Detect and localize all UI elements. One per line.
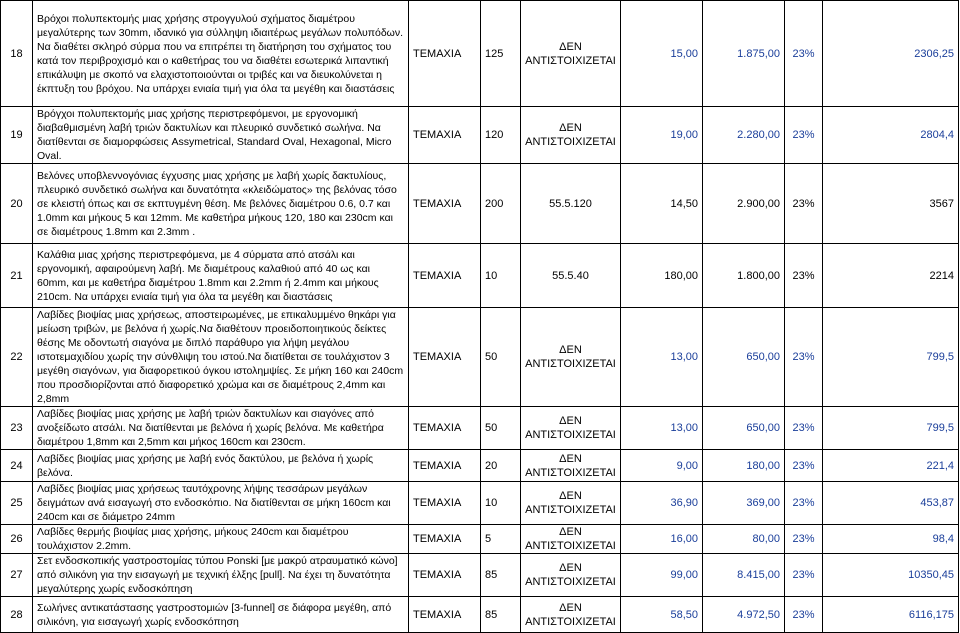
unit-price: 99,00 [621, 554, 703, 597]
vat-rate: 23% [785, 554, 823, 597]
item-number: 18 [1, 1, 33, 107]
vat-rate: 23% [785, 164, 823, 244]
item-number: 22 [1, 308, 33, 407]
table-row [1, 554, 959, 597]
table-row [1, 107, 959, 164]
item-unit: ΤΕΜΑΧΙΑ [409, 525, 481, 554]
vat-rate: 23% [785, 450, 823, 482]
item-code: ΔΕΝ ΑΝΤΙΣΤΟΙΧΙΖΕΤΑΙ [521, 450, 621, 482]
item-unit: ΤΕΜΑΧΙΑ [409, 597, 481, 633]
vat-rate: 23% [785, 407, 823, 450]
total-value: 2214 [823, 244, 959, 308]
item-number: 20 [1, 164, 33, 244]
item-quantity: 5 [481, 525, 521, 554]
total-value: 10350,45 [823, 554, 959, 597]
total-value: 799,5 [823, 407, 959, 450]
item-description: Λαβίδες βιοψίας μιας χρήσεως ταυτόχρονης λήψης τεσσάρων μεγάλων δειγμάτων ανά εισαγωγή στο ενδοσκόπιο. Να διατίθενται σε μήκη 160cm και 240cm και σε διάμετρο 24mm [33, 482, 409, 525]
item-quantity: 10 [481, 244, 521, 308]
unit-price: 13,00 [621, 308, 703, 407]
unit-price: 180,00 [621, 244, 703, 308]
item-code: ΔΕΝ ΑΝΤΙΣΤΟΙΧΙΖΕΤΑΙ [521, 308, 621, 407]
unit-price: 15,00 [621, 1, 703, 107]
item-unit: ΤΕΜΑΧΙΑ [409, 308, 481, 407]
item-number: 25 [1, 482, 33, 525]
total-value: 2804,4 [823, 107, 959, 164]
item-code: ΔΕΝ ΑΝΤΙΣΤΟΙΧΙΖΕΤΑΙ [521, 1, 621, 107]
item-code: ΔΕΝ ΑΝΤΙΣΤΟΙΧΙΖΕΤΑΙ [521, 482, 621, 525]
item-description: Λαβίδες βιοψίας μιας χρήσης με λαβή ενός δακτύλου, με βελόνα ή χωρίς βελόνα. [33, 450, 409, 482]
table-row [1, 525, 959, 554]
item-quantity: 85 [481, 597, 521, 633]
item-code: 55.5.40 [521, 244, 621, 308]
item-description: Σετ ενδοσκοπικής γαστροστομίας τύπου Ponski [με μακρύ ατραυματικό κώνο] από σιλικόνη για την εισαγωγή με τεχνική έλξης [pull]. Να έχει τη δυνατότητα μεγαλύτερης χωρίς ενδοσκόπηση [33, 554, 409, 597]
item-quantity: 50 [481, 308, 521, 407]
item-unit: ΤΕΜΑΧΙΑ [409, 244, 481, 308]
vat-rate: 23% [785, 1, 823, 107]
vat-rate: 23% [785, 308, 823, 407]
unit-price: 13,00 [621, 407, 703, 450]
item-quantity: 20 [481, 450, 521, 482]
item-code: 55.5.120 [521, 164, 621, 244]
item-unit: ΤΕΜΑΧΙΑ [409, 407, 481, 450]
item-unit: ΤΕΜΑΧΙΑ [409, 450, 481, 482]
item-number: 21 [1, 244, 33, 308]
item-number: 27 [1, 554, 33, 597]
unit-price: 9,00 [621, 450, 703, 482]
net-value: 80,00 [703, 525, 785, 554]
item-quantity: 120 [481, 107, 521, 164]
table-row [1, 407, 959, 450]
total-value: 221,4 [823, 450, 959, 482]
item-quantity: 125 [481, 1, 521, 107]
item-description: Λαβίδες βιοψίας μιας χρήσης με λαβή τριών δακτυλίων και σιαγόνες από ανοξείδωτο ατσάλι. Να διατίθενται με βελόνα ή χωρίς βελόνα. Με καθετήρα διαμέτρου 1,8mm και 2,5mm και μήκος 160cm και 230cm. [33, 407, 409, 450]
total-value: 2306,25 [823, 1, 959, 107]
item-code: ΔΕΝ ΑΝΤΙΣΤΟΙΧΙΖΕΤΑΙ [521, 597, 621, 633]
unit-price: 36,90 [621, 482, 703, 525]
table-row [1, 308, 959, 407]
table-row [1, 1, 959, 107]
item-number: 23 [1, 407, 33, 450]
total-value: 799,5 [823, 308, 959, 407]
item-description: Καλάθια μιας χρήσης περιστρεφόμενα, με 4 σύρματα από ατσάλι και εργονομική, αφαιρούμενη λαβή. Με διαμέτρους καλαθιού από 40 ως και 60mm, και με καθετήρα διαμέτρου 1.8mm και 2.2mm ή 2.4mm και μήκους 210cm. Να υπάρχει ενιαία τιμή για όλα τα μεγέθη και διαστάσεις [33, 244, 409, 308]
vat-rate: 23% [785, 525, 823, 554]
item-unit: ΤΕΜΑΧΙΑ [409, 1, 481, 107]
net-value: 650,00 [703, 308, 785, 407]
item-description: Σωλήνες αντικατάστασης γαστροστομιών [3-funnel] σε διάφορα μεγέθη, από σιλικόνη, για εισαγωγή χωρίς ενδοσκόπηση [33, 597, 409, 633]
table-row [1, 164, 959, 244]
unit-price: 58,50 [621, 597, 703, 633]
item-quantity: 50 [481, 407, 521, 450]
total-value: 3567 [823, 164, 959, 244]
item-code: ΔΕΝ ΑΝΤΙΣΤΟΙΧΙΖΕΤΑΙ [521, 107, 621, 164]
net-value: 4.972,50 [703, 597, 785, 633]
total-value: 6116,175 [823, 597, 959, 633]
net-value: 650,00 [703, 407, 785, 450]
item-number: 28 [1, 597, 33, 633]
net-value: 1.800,00 [703, 244, 785, 308]
net-value: 180,00 [703, 450, 785, 482]
item-unit: ΤΕΜΑΧΙΑ [409, 107, 481, 164]
item-description: Λαβίδες θερμής βιοψίας μιας χρήσης, μήκους 240cm και διαμέτρου τουλάχιστον 2.2mm. [33, 525, 409, 554]
item-description: Βρόχοι πολυπεκτομής μιας χρήσης στρογγυλού σχήματος διαμέτρου μεγαλύτερης των 30mm, ιδανικό για σύλληψη ιδιαιτέρως μεγάλων πολυπόδων. Να διαθέτει σκληρό σύρμα που να επιτρέπει τη διατήρηση του σχήματος του κατά τον περιβροχισμό και ο καθετήρας του να διαθέτει εσωτερικά λιπαντική επικάλυψη με σκοπό να ελαχιστοποιούνται οι τριβές και να διευκολύνεται η έκπτυξη του βρόχου. Να υπάρχει ενιαία τιμή για όλα τα μεγέθη και διαστάσεις [33, 1, 409, 107]
vat-rate: 23% [785, 482, 823, 525]
item-description: Βρόγχοι πολυπεκτομής μιας χρήσης περιστρεφόμενοι, με εργονομική διαβαθμισμένη λαβή τριών δακτυλίων και πλευρικό συνδετικό σωλήνα. Να διατίθενται σε διαμορφώσεις Assymetrical, Standard Oval, Hexagonal, Micro Oval. [33, 107, 409, 164]
net-value: 2.280,00 [703, 107, 785, 164]
table-row [1, 482, 959, 525]
vat-rate: 23% [785, 107, 823, 164]
table-row [1, 244, 959, 308]
item-quantity: 200 [481, 164, 521, 244]
net-value: 2.900,00 [703, 164, 785, 244]
item-number: 26 [1, 525, 33, 554]
net-value: 8.415,00 [703, 554, 785, 597]
net-value: 369,00 [703, 482, 785, 525]
item-quantity: 10 [481, 482, 521, 525]
net-value: 1.875,00 [703, 1, 785, 107]
item-code: ΔΕΝ ΑΝΤΙΣΤΟΙΧΙΖΕΤΑΙ [521, 525, 621, 554]
total-value: 453,87 [823, 482, 959, 525]
item-number: 19 [1, 107, 33, 164]
vat-rate: 23% [785, 244, 823, 308]
unit-price: 16,00 [621, 525, 703, 554]
item-code: ΔΕΝ ΑΝΤΙΣΤΟΙΧΙΖΕΤΑΙ [521, 554, 621, 597]
total-value: 98,4 [823, 525, 959, 554]
item-unit: ΤΕΜΑΧΙΑ [409, 164, 481, 244]
item-unit: ΤΕΜΑΧΙΑ [409, 482, 481, 525]
item-description: Βελόνες υποβλεννογόνιας έγχυσης μιας χρήσης με λαβή χωρίς δακτυλίους, πλευρικό συνδετικό σωλήνα και δυνατότητα «κλειδώματος» της βελόνας τόσο σε κλειστή όπως και σε εκπτυγμένη θέση. Με βελόνες διαμέτρου 0.6, 0.7 και 1.0mm και μήκους 5 και 12mm. Με καθετήρα μήκους 120, 180 και 230cm και σε διαμέτρους 1.8mm και 2.3mm . [33, 164, 409, 244]
item-unit: ΤΕΜΑΧΙΑ [409, 554, 481, 597]
item-code: ΔΕΝ ΑΝΤΙΣΤΟΙΧΙΖΕΤΑΙ [521, 407, 621, 450]
unit-price: 19,00 [621, 107, 703, 164]
unit-price: 14,50 [621, 164, 703, 244]
item-description: Λαβίδες βιοψίας μιας χρήσεως, αποστειρωμένες, με επικαλυμμένο θηκάρι για μείωση τριβών, με βελόνα ή χωρίς.Να διαθέτουν προειδοποιητικούς δείκτες θέσης Με οδοντωτή σιαγόνα με διπλό παράθυρο για λήψη μεγάλου ιστοτεμαχιδίου χωρίς την σύνθλιψη του ιστού.Να διατίθεται σε τουλάχιστον 3 μεγέθη σιαγόνων, για διαφορετικού όγκου ιστολημψίες. Σε μήκη 160 και 240cm που προσδιορίζονται από διαφορετικό χρώμα και σε διαμέτρους 2,4mm και 2,8mm [33, 308, 409, 407]
table-row [1, 450, 959, 482]
item-quantity: 85 [481, 554, 521, 597]
vat-rate: 23% [785, 597, 823, 633]
item-number: 24 [1, 450, 33, 482]
